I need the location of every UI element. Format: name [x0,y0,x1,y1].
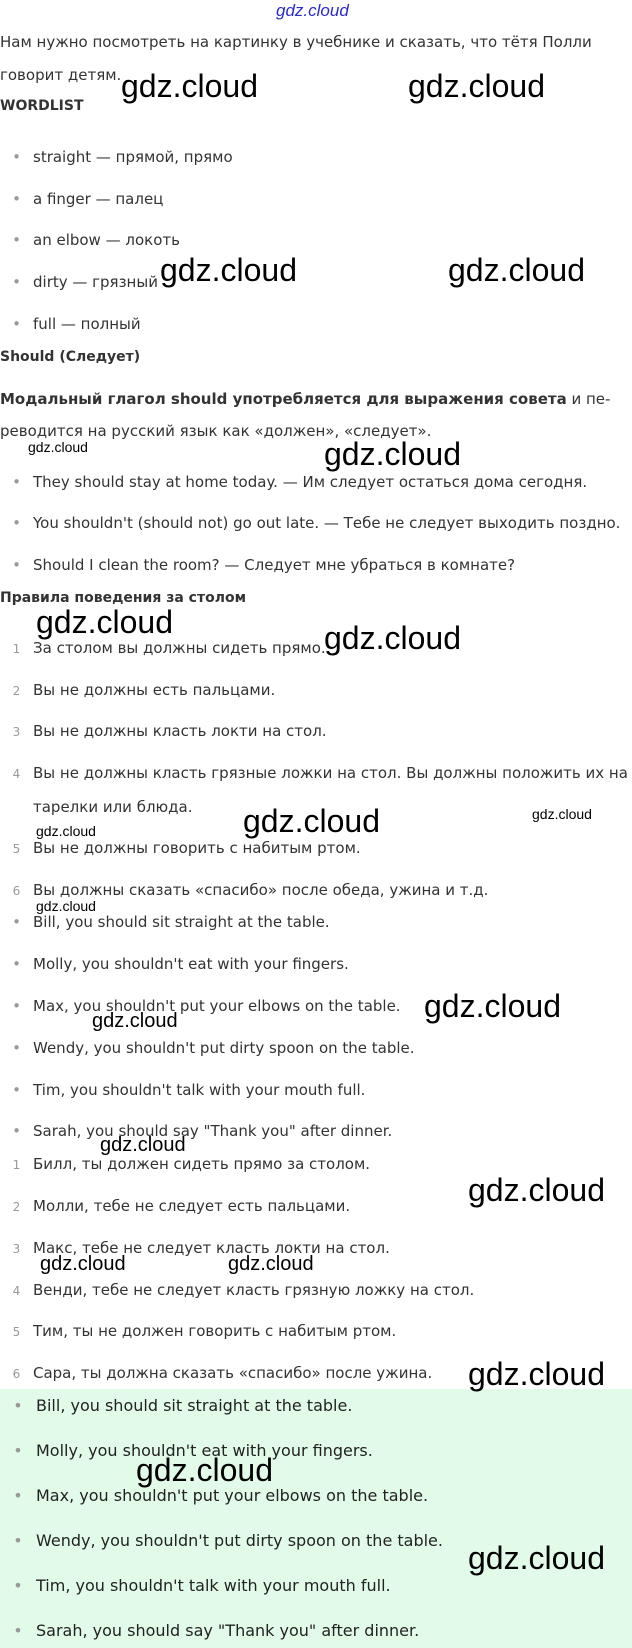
should-example: • They should stay at home today. — Им следует остаться дома сегодня. [12,473,588,491]
intro-text-line-2: говорит детям. [0,66,122,84]
answer-item: • Molly, you shouldn't eat with your fingers. [12,955,349,973]
answer-item: • Max, you shouldn't put your elbows on the table. [12,997,401,1015]
watermark: gdz.cloud [468,1172,605,1208]
translation-item: 6 Сара, ты должна сказать «спасибо» после ужина. [12,1364,433,1382]
should-rule-line-1: Модальный глагол should употребляется для выражения совета и пе- [0,390,611,408]
watermark: gdz.cloud [324,620,461,656]
watermark: gdz.cloud [424,988,561,1024]
wordlist-item: • full — полный [12,315,141,333]
highlighted-answer-item: • Molly, you shouldn't eat with your fingers. [13,1441,373,1460]
watermark: gdz.cloud [40,1253,126,1275]
wordlist-heading: WORDLIST [0,98,84,114]
rule-item: 5 Вы не должны говорить с набитым ртом. [12,839,361,857]
should-example: • Should I clean the room? — Следует мне убраться в комнате? [12,556,516,574]
should-example: • You shouldn't (should not) go out late. — Тебе не следует выходить поздно. [12,514,621,532]
watermark: gdz.cloud [28,439,88,455]
watermark: gdz.cloud [243,803,380,839]
watermark: gdz.cloud [468,1356,605,1392]
wordlist-item: • straight — прямой, прямо [12,148,233,166]
highlighted-answer-item: • Tim, you shouldn't talk with your mouth full. [13,1576,391,1595]
rule-item-continued: тарелки или блюда. [33,798,193,816]
translation-item: 4 Венди, тебе не следует класть грязную ложку на стол. [12,1281,475,1299]
watermark: gdz.cloud [160,252,297,288]
highlighted-answer-item: • Sarah, you should say "Thank you" after dinner. [13,1621,420,1640]
watermark: gdz.cloud [532,806,592,822]
watermark: gdz.cloud [136,1452,273,1488]
watermark: gdz.cloud [448,252,585,288]
answer-item: • Tim, you shouldn't talk with your mouth full. [12,1081,366,1099]
translation-item: 1 Билл, ты должен сидеть прямо за столом. [12,1155,371,1173]
translation-item: 5 Тим, ты не должен говорить с набитым ртом. [12,1322,397,1340]
watermark: gdz.cloud [36,604,173,640]
rule-item: 2 Вы не должны есть пальцами. [12,681,276,699]
watermark: gdz.cloud [92,1010,178,1032]
wordlist-item: • a finger — палец [12,190,164,208]
intro-text-line-1: Нам нужно посмотреть на картинку в учебнике и сказать, что тётя Полли [0,33,592,51]
watermark: gdz.cloud [408,68,545,104]
rule-item: 1 За столом вы должны сидеть прямо. [12,639,326,657]
answer-item: • Wendy, you shouldn't put dirty spoon on the table. [12,1039,415,1057]
highlighted-answer-item: • Bill, you should sit straight at the table. [13,1396,353,1415]
answer-item: • Sarah, you should say "Thank you" after dinner. [12,1122,393,1140]
translation-item: 2 Молли, тебе не следует есть пальцами. [12,1197,351,1215]
should-rule-line-2: реводится на русский язык как «должен», «следует». [0,422,432,440]
rules-heading: Правила поведения за столом [0,590,247,606]
site-watermark-top: gdz.cloud [276,1,349,20]
watermark: gdz.cloud [36,898,96,914]
rule-item: 4 Вы не должны класть грязные ложки на стол. Вы должны положить их на [12,764,628,782]
translation-item: 3 Макс, тебе не следует класть локти на стол. [12,1239,390,1257]
highlighted-answers-block [0,1389,632,1648]
wordlist-item: • an elbow — локоть [12,231,180,249]
watermark: gdz.cloud [228,1253,314,1275]
rule-item: 3 Вы не должны класть локти на стол. [12,722,327,740]
wordlist-item: • dirty — грязный [12,273,158,291]
highlighted-answer-item: • Max, you shouldn't put your elbows on the table. [13,1486,429,1505]
watermark: gdz.cloud [36,823,96,839]
watermark: gdz.cloud [324,436,461,472]
rule-item: 6 Вы должны сказать «спасибо» после обеда, ужина и т.д. [12,881,489,899]
should-heading: Should (Следует) [0,349,141,365]
watermark: gdz.cloud [100,1134,186,1156]
answer-item: • Bill, you should sit straight at the table. [12,913,330,931]
highlighted-answer-item: • Wendy, you shouldn't put dirty spoon on the table. [13,1531,443,1550]
watermark: gdz.cloud [121,68,258,104]
watermark: gdz.cloud [468,1540,605,1576]
